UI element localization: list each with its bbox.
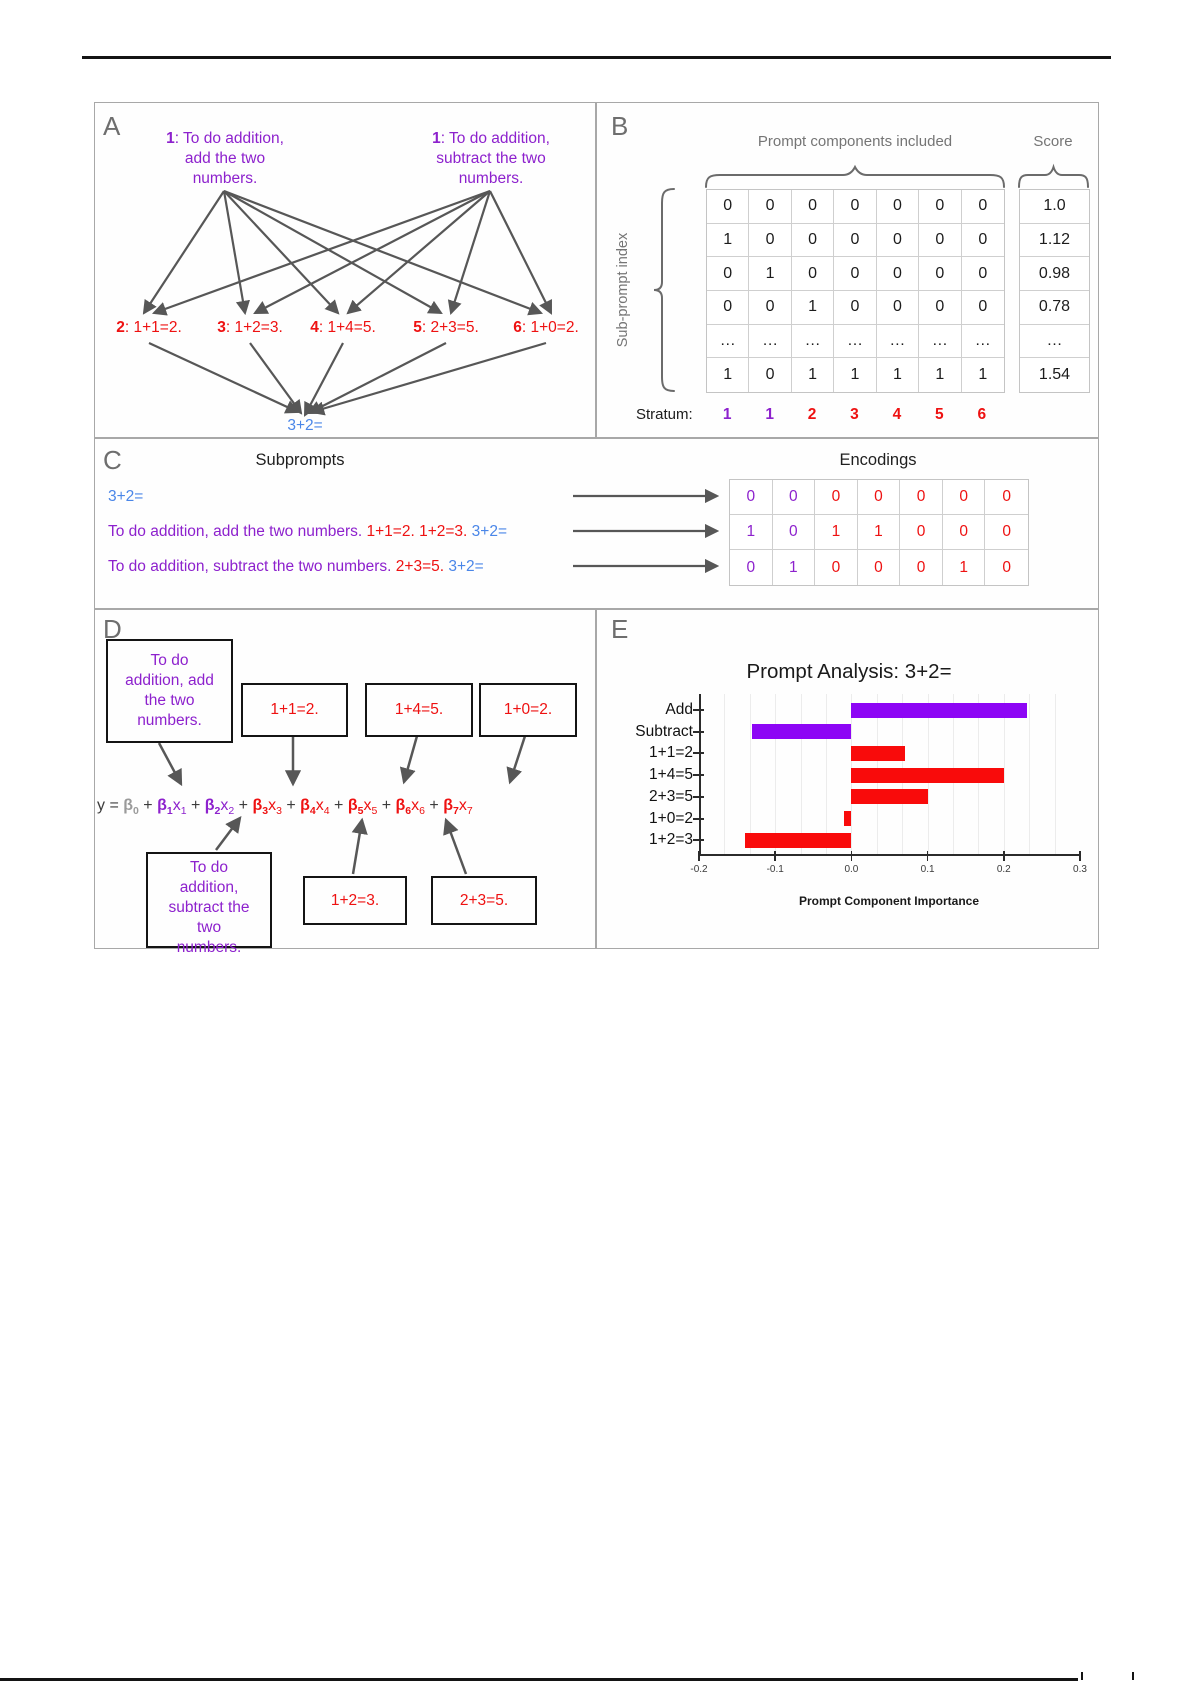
importance-bar (851, 768, 1003, 783)
matrix-cell: 0 (707, 257, 749, 291)
matrix-cell: … (792, 325, 834, 359)
encoding-cell: 1 (943, 550, 986, 585)
matrix-cell: 0 (877, 291, 919, 325)
encoding-cell: 1 (773, 550, 816, 585)
matrix-cell: 1 (834, 358, 876, 392)
component-add-node (158, 129, 292, 189)
stratum-value: 2 (807, 406, 817, 423)
importance-bar (851, 746, 904, 761)
matrix-cell: … (834, 325, 876, 359)
matrix-cell: … (919, 325, 961, 359)
x-tick-label: 0.0 (844, 864, 859, 875)
example-node-5: 5: 2+3=5. (413, 319, 479, 336)
formula-term: $\beta_3x_3$ (252, 797, 282, 818)
matrix-cell: 0 (962, 291, 1004, 325)
component-add-line2: add the two (184, 150, 266, 167)
header-rule (82, 56, 1111, 59)
gridline (801, 694, 802, 854)
score-column (1019, 189, 1090, 393)
matrix-cell: 0 (962, 257, 1004, 291)
component-add-line1: 1: To do addition, (166, 130, 284, 147)
matrix-cell: 0 (749, 224, 791, 258)
box-add-instruction (106, 639, 233, 743)
divider-a-b (595, 103, 597, 437)
matrix-cell: 0 (877, 257, 919, 291)
stratum-value: 1 (722, 406, 732, 423)
x-tick-label: 0.2 (996, 864, 1011, 875)
box-example-5-text: 2+3=5. (459, 891, 509, 909)
gridline (1029, 694, 1030, 854)
subprompt-3-examples: 2+3=5. (391, 558, 445, 575)
score-cell: 1.0 (1020, 190, 1089, 224)
example-node-4: 4: 1+4=5. (310, 319, 376, 336)
encoding-cell: 1 (858, 515, 901, 550)
box-subtract-l2: addition, (179, 879, 239, 896)
stratum-value: 5 (935, 406, 944, 423)
target-query: 3+2= (287, 417, 323, 434)
formula-plus: + (281, 797, 301, 814)
score-cell: 0.98 (1020, 257, 1089, 291)
matrix-cell: 1 (707, 224, 749, 258)
formula-plus: + (138, 797, 158, 814)
matrix-cell: … (877, 325, 919, 359)
category-label: 2+3=5 (649, 787, 693, 805)
matrix-cell: 0 (877, 224, 919, 258)
matrix-cell: 1 (877, 358, 919, 392)
component-add-line3: numbers. (192, 170, 258, 187)
importance-bar (851, 789, 927, 804)
panel-d-label: D (103, 614, 122, 644)
divider-d-e (595, 608, 597, 948)
x-tick (1003, 851, 1005, 861)
x-tick-label: 0.3 (1073, 864, 1087, 875)
category-label: 1+4=5 (649, 766, 693, 784)
gridline (826, 694, 827, 854)
panel-c-label: C (103, 445, 122, 475)
importance-bar (851, 703, 1026, 718)
panel-a-arrows (144, 191, 551, 415)
x-tick (851, 851, 853, 861)
matrix-cell: 0 (749, 190, 791, 224)
encoding-cell: 0 (730, 480, 773, 515)
formula-plus: + (186, 797, 205, 814)
x-axis-line (699, 854, 1081, 856)
subprompt-3-query: 3+2= (444, 558, 484, 575)
x-tick (1079, 851, 1081, 861)
category-label: Subtract (635, 722, 693, 740)
formula-plus: + (377, 797, 396, 814)
matrix-cell: 0 (919, 257, 961, 291)
matrix-cell: 0 (792, 224, 834, 258)
matrix-cell: 1 (978, 366, 988, 384)
encoding-cell: 0 (858, 550, 901, 585)
encodings-table (729, 479, 1029, 586)
gridline (750, 694, 751, 854)
encodings-header: Encodings (839, 451, 917, 469)
formula-term: $\beta_4x_4$ (300, 797, 330, 818)
box-subtract-l3: subtract the (168, 899, 250, 916)
stratum-row (706, 406, 1003, 424)
score-cell: 0.78 (1020, 291, 1089, 325)
subprompt-1-query: 3+2= (108, 488, 144, 505)
stratum-value: 4 (892, 406, 902, 423)
matrix-cell: 1 (792, 358, 834, 392)
example-node-3: 3: 1+2=3. (217, 319, 283, 336)
stratum-value: 6 (977, 406, 987, 423)
matrix-cell: 0 (792, 257, 834, 291)
matrix-cell: 0 (962, 190, 1004, 224)
formula-plus: + (424, 797, 444, 814)
score-cell: 1.54 (1038, 366, 1071, 384)
encoding-cell: 0 (1002, 558, 1012, 576)
formula-plus: + (234, 797, 253, 814)
box-example-2-text: 1+4=5. (394, 701, 444, 718)
subprompts-header: Subprompts (255, 451, 345, 469)
x-tick (927, 851, 929, 861)
category-label: 1+0=2 (649, 809, 693, 827)
subprompt-row-1 (108, 488, 143, 506)
matrix-cell: 0 (834, 190, 876, 224)
box-subtract-instruction (146, 852, 272, 956)
encoding-cell: 0 (900, 550, 943, 585)
formula-term: $\beta_1x_1$ (157, 797, 187, 818)
component-subtract-node (424, 129, 558, 189)
box-subtract-l1: To do (190, 859, 228, 876)
matrix-cell: 0 (792, 190, 834, 224)
matrix-cell: 0 (962, 224, 1004, 258)
encoding-cell: 0 (900, 480, 943, 515)
subprompt-2-instruction: To do addition, add the two numbers. (108, 523, 363, 540)
panel-a-label: A (103, 111, 121, 141)
gridline (1004, 694, 1005, 854)
matrix-cell: … (707, 325, 749, 359)
subprompt-2-examples: 1+1=2. 1+2=3. (362, 523, 468, 540)
subprompt-row-2 (108, 523, 507, 541)
category-label: 1+2=3 (649, 831, 693, 849)
matrix-cell: 0 (707, 190, 749, 224)
formula-term: $\beta_0$ (123, 797, 139, 818)
matrix-cell: 1 (792, 291, 834, 325)
matrix-cell: 0 (834, 257, 876, 291)
divider-row1-c (95, 437, 1098, 439)
box-example-3-text: 1+0=2. (503, 701, 553, 718)
matrix-cell: 0 (834, 224, 876, 258)
matrix-cell: 1 (707, 358, 749, 392)
subprompt-index-header: Sub-prompt index (615, 232, 631, 348)
component-subtract-line2: subtract the two (436, 150, 546, 167)
category-label: Add (665, 701, 693, 718)
design-matrix (706, 189, 1005, 393)
importance-bar (752, 724, 851, 739)
category-label: 1+1=2 (649, 744, 693, 762)
encoding-cell: 0 (730, 550, 773, 585)
box-example-4-text: 1+2=3. (330, 891, 380, 909)
footer-rule (0, 1678, 1078, 1681)
importance-bar (745, 833, 852, 848)
subprompt-row-3 (108, 558, 484, 576)
footer-artifact (1132, 1672, 1134, 1680)
box-example-3 (479, 683, 577, 737)
matrix-cell: 0 (877, 190, 919, 224)
importance-bar (844, 811, 852, 826)
component-subtract-line1: 1: To do addition, (432, 130, 550, 147)
encoding-cell: 0 (985, 515, 1028, 550)
matrix-cell: … (749, 325, 791, 359)
y-axis-line (699, 694, 701, 854)
x-tick-label: -0.1 (766, 864, 784, 875)
matrix-columns-header: Prompt components included (757, 133, 953, 150)
matrix-cell: 0 (919, 190, 961, 224)
encoding-cell: 0 (985, 480, 1028, 515)
formula-term: $\beta_6x_6$ (395, 797, 425, 818)
chart-x-axis-label: Prompt Component Importance (798, 894, 979, 908)
matrix-cell: 1 (749, 257, 791, 291)
matrix-cell: 0 (749, 358, 791, 392)
encoding-cell: 0 (815, 550, 858, 585)
matrix-cell: … (962, 325, 1004, 359)
formula-term: $\beta_2x_2$ (204, 797, 235, 818)
figure-container (94, 102, 1099, 956)
gridline (1055, 694, 1056, 854)
matrix-cell: 0 (707, 291, 749, 325)
panel-b-label: B (611, 111, 629, 141)
box-example-1 (241, 683, 348, 737)
panel-c-arrows (573, 496, 717, 566)
subprompt-3-instruction: To do addition, subtract the two numbers. (108, 558, 392, 575)
component-subtract-line3: numbers. (458, 170, 524, 187)
box-add-l2: addition, add (125, 672, 214, 689)
subprompt-2-query: 3+2= (467, 523, 508, 540)
chart-title: Prompt Analysis: 3+2= (746, 660, 952, 683)
gridline (724, 694, 725, 854)
x-tick-label: 0.1 (920, 864, 935, 875)
box-example-4 (303, 876, 407, 925)
box-example-5 (431, 876, 537, 925)
stratum-value: 3 (850, 406, 859, 423)
regression-formula (97, 797, 595, 817)
matrix-cell: 0 (749, 291, 791, 325)
matrix-cell: 0 (919, 224, 961, 258)
encoding-cell: 1 (815, 515, 858, 550)
encoding-cell: 0 (943, 480, 986, 515)
example-node-2: 2: 1+1=2. (116, 319, 182, 336)
matrix-cell: 0 (834, 291, 876, 325)
encoding-cell: 0 (773, 515, 816, 550)
encoding-cell: 0 (900, 515, 943, 550)
encoding-cell: 0 (815, 480, 858, 515)
stratum-label: Stratum: (636, 406, 693, 423)
matrix-cell: 1 (919, 358, 961, 392)
box-subtract-l4: two (196, 919, 222, 936)
box-add-l1: To do (150, 652, 189, 669)
score-cell: 1.12 (1020, 224, 1089, 258)
encoding-cell: 0 (858, 480, 901, 515)
x-tick-label: -0.2 (690, 864, 708, 875)
gridline (775, 694, 776, 854)
stratum-value: 1 (765, 406, 774, 423)
x-tick (774, 851, 776, 861)
formula-term: $\beta_5x_5$ (347, 797, 378, 818)
importance-bar-chart (599, 608, 1096, 946)
box-add-l3: the two (144, 692, 195, 709)
box-example-1-text: 1+1=2. (270, 701, 319, 718)
matrix-cell: 0 (919, 291, 961, 325)
box-example-2 (365, 683, 473, 737)
example-node-6: 6: 1+0=2. (513, 319, 579, 336)
panel-e-label: E (611, 614, 629, 644)
encoding-cell: 1 (730, 515, 773, 550)
encoding-cell: 0 (773, 480, 816, 515)
x-tick (698, 851, 700, 861)
formula-lhs: y = (97, 797, 124, 814)
encoding-cell: 0 (943, 515, 986, 550)
box-subtract-l5: numbers. (176, 939, 242, 956)
box-add-l4: numbers. (137, 712, 202, 729)
footer-artifact (1081, 1672, 1083, 1680)
score-cell: … (1020, 325, 1089, 359)
formula-plus: + (329, 797, 348, 814)
score-header: Score (1033, 133, 1073, 150)
formula-term: $\beta_7x_7$ (443, 797, 473, 818)
